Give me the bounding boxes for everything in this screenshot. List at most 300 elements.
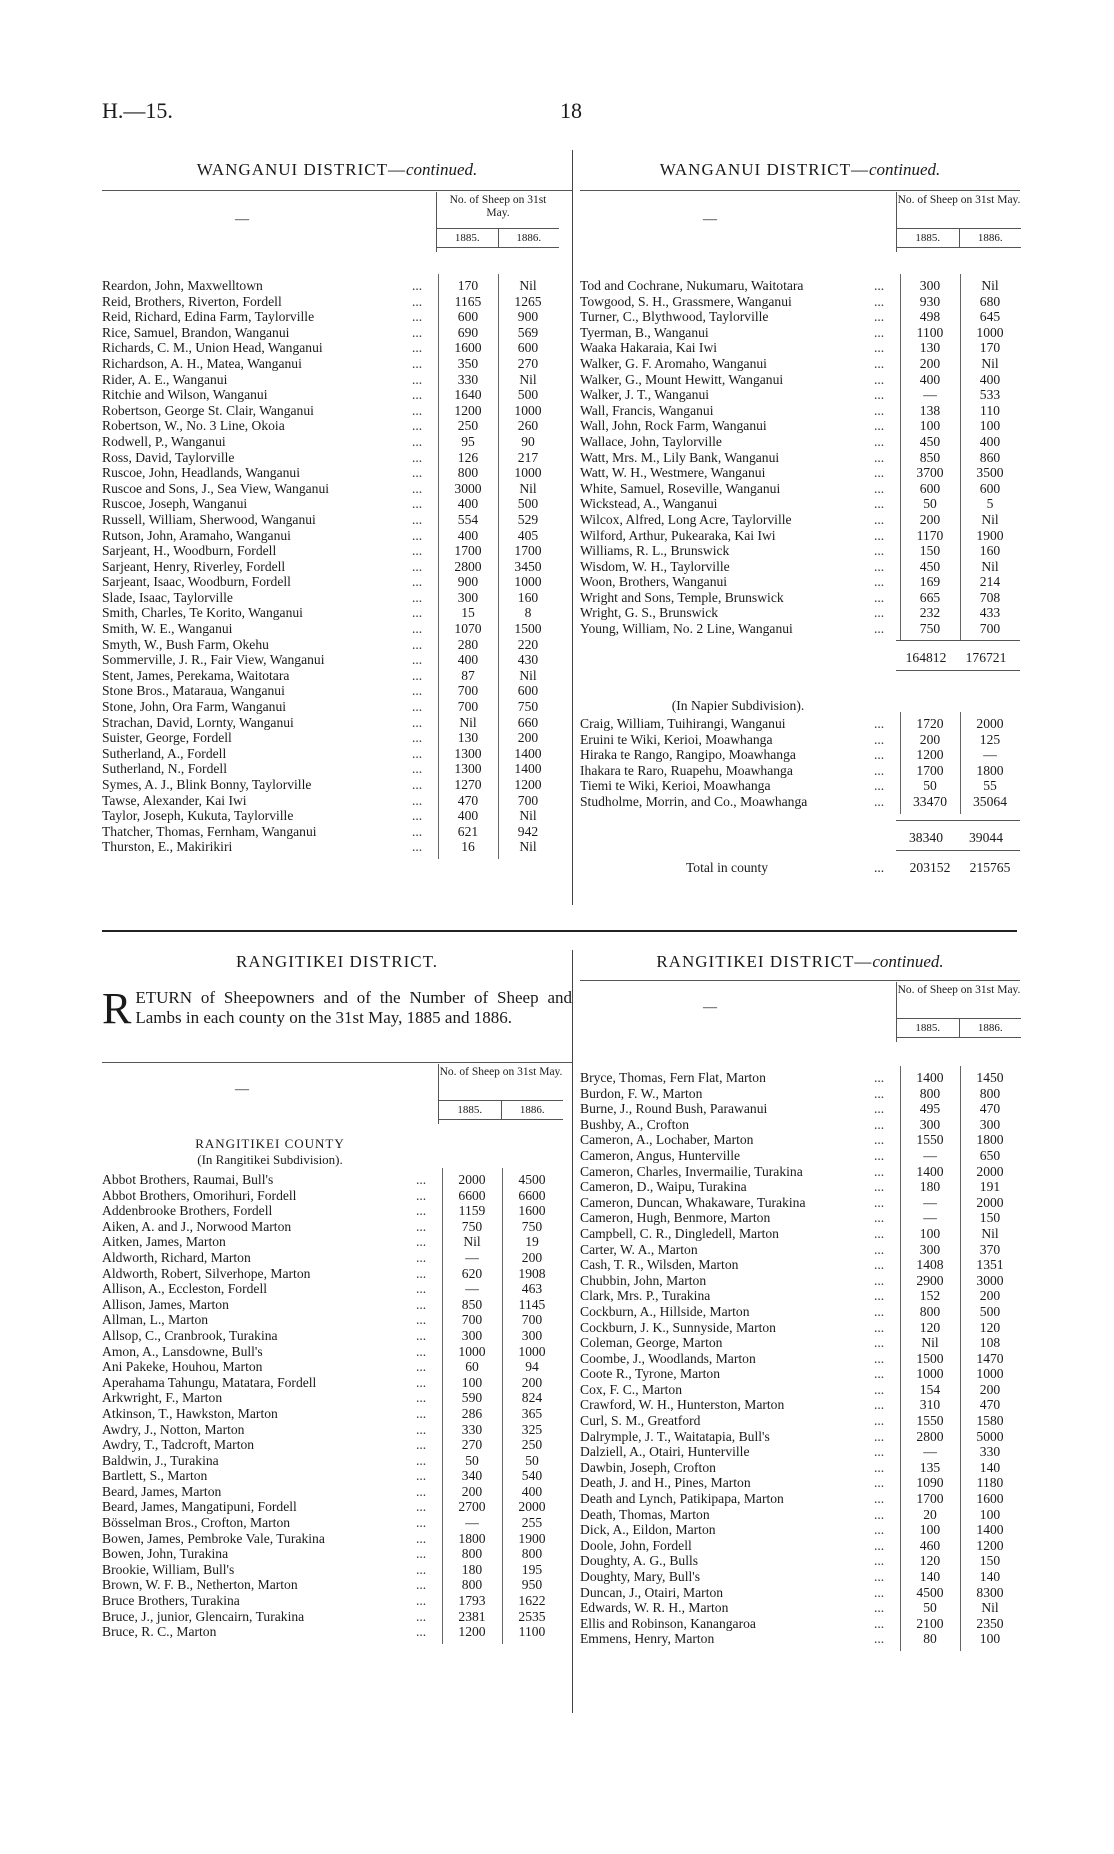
subtotal-1886: 176721: [965, 650, 1007, 665]
table-row: [580, 1631, 1020, 1647]
owner-name: Thurston, E., Makirikiri: [102, 839, 233, 855]
row-dots: ...: [874, 387, 885, 403]
owner-name: Allsop, C., Cranbrook, Turakina: [102, 1327, 278, 1343]
sheep-1886: 1351: [976, 1257, 1004, 1273]
sheep-1885: 100: [919, 1225, 941, 1241]
sheep-1886: Nil: [519, 371, 537, 387]
table-row: [580, 387, 1020, 403]
table-row: [102, 1375, 562, 1391]
row-dots: ...: [412, 761, 423, 777]
owner-name: Smith, W. E., Wanganui: [102, 621, 233, 637]
table-row: [580, 1242, 1020, 1258]
owner-name: Cash, T. R., Wilsden, Marton: [580, 1257, 739, 1273]
table-row: [580, 747, 1020, 763]
row-dots: ...: [412, 278, 423, 293]
owner-name: Stent, James, Perekama, Waitotara: [102, 667, 290, 683]
table-row: [102, 1344, 562, 1360]
row-dots: ...: [412, 558, 423, 574]
table-row: [102, 1203, 562, 1219]
owner-name: Reid, Richard, Edina Farm, Taylorville: [102, 309, 315, 325]
table-row: [580, 1616, 1020, 1632]
column-rule: [900, 712, 901, 814]
sheep-1886: 100: [979, 418, 1001, 434]
table-row: [580, 1569, 1020, 1585]
owner-name: Richards, C. M., Union Head, Wanganui: [102, 340, 323, 356]
table-row: [102, 683, 558, 699]
table-row: [102, 839, 558, 855]
table-row: [102, 559, 558, 575]
row-dots: ...: [874, 1101, 885, 1117]
row-dots: ...: [874, 1444, 885, 1460]
table-row: [102, 1484, 562, 1500]
table-row: [102, 1546, 562, 1562]
row-dots: ...: [412, 511, 423, 527]
table-row: [580, 590, 1020, 606]
row-dots: ...: [874, 1319, 885, 1335]
sheep-1885: 180: [919, 1179, 941, 1195]
row-dots: ...: [412, 683, 423, 699]
column-rule: [442, 1168, 443, 1644]
column-caption: No. of Sheep on 31st May.: [897, 984, 1021, 996]
sheep-1886: 200: [979, 1381, 1001, 1397]
sheep-1886: 1000: [976, 324, 1004, 340]
return-dropcap: R: [102, 984, 132, 1033]
owner-list: [580, 1070, 1020, 1647]
row-dots: ...: [416, 1530, 427, 1546]
owner-name: Addenbrooke Brothers, Fordell: [102, 1203, 273, 1219]
owner-name: Hiraka te Rango, Rangipo, Moawhanga: [580, 747, 796, 763]
table-row: [102, 1577, 562, 1593]
sheep-1885: 286: [461, 1405, 483, 1421]
sheep-1885: 400: [457, 808, 479, 824]
table-row: [102, 1359, 562, 1375]
row-dots: ...: [416, 1218, 427, 1234]
table-row: [102, 1593, 562, 1609]
sheep-1885: —: [465, 1515, 479, 1531]
table-row: [580, 1444, 1020, 1460]
owner-list: [102, 1172, 562, 1640]
sheep-1886: 400: [979, 371, 1001, 387]
owner-name: Wilford, Arthur, Pukearaka, Kai Iwi: [580, 527, 776, 543]
row-dots: ...: [874, 465, 885, 481]
table-row: [580, 1475, 1020, 1491]
table-row: [102, 590, 558, 606]
sheep-1886: 533: [979, 387, 1001, 403]
owner-name: Brown, W. F. B., Netherton, Marton: [102, 1577, 298, 1593]
owner-name: Doole, John, Fordell: [580, 1537, 692, 1553]
row-dots: ...: [412, 340, 423, 356]
table-row: [102, 1390, 562, 1406]
sheep-1886: 1000: [514, 465, 542, 481]
row-dots: ...: [874, 527, 885, 543]
row-dots: ...: [874, 496, 885, 512]
sheep-1885: 1000: [458, 1343, 486, 1359]
sheep-1885: 1090: [916, 1475, 944, 1491]
sheep-1886: Nil: [981, 1225, 999, 1241]
row-dots: ...: [416, 1374, 427, 1390]
sheep-1886: 1600: [518, 1203, 546, 1219]
row-dots: ...: [416, 1187, 427, 1203]
owner-name: Cameron, Hugh, Benmore, Marton: [580, 1210, 771, 1226]
row-dots: ...: [416, 1390, 427, 1406]
row-dots: ...: [874, 621, 885, 637]
sheep-1885: 590: [461, 1390, 483, 1406]
column-rule: [960, 274, 961, 641]
table-row: [580, 1600, 1020, 1616]
owner-name: Allman, L., Marton: [102, 1312, 209, 1328]
row-dots: ...: [874, 1163, 885, 1179]
sheep-1886: 260: [517, 418, 539, 434]
row-dots: ...: [412, 309, 423, 325]
row-dots: ...: [416, 1515, 427, 1531]
table-row: [580, 1288, 1020, 1304]
sheep-1885: 800: [919, 1085, 941, 1101]
owner-name: Suister, George, Fordell: [102, 730, 232, 746]
sheep-1885: 140: [919, 1569, 941, 1584]
row-dots: ...: [412, 699, 423, 715]
owner-name: Thatcher, Thomas, Fernham, Wanganui: [102, 823, 317, 839]
row-dots: ...: [416, 1421, 427, 1437]
sheep-1885: 1700: [454, 543, 482, 559]
owner-name: Waaka Hakaraia, Kai Iwi: [580, 340, 718, 356]
row-dots: ...: [874, 418, 885, 434]
sheep-1886: 800: [521, 1546, 543, 1562]
table-row: [580, 1507, 1020, 1523]
header-dash: —: [703, 1000, 717, 1015]
year-1886: 1886.: [519, 1104, 545, 1116]
sheep-1886: 300: [979, 1116, 1001, 1132]
column-rule: [438, 274, 439, 859]
sheep-1886: 1470: [976, 1350, 1004, 1366]
row-dots: ...: [874, 589, 885, 605]
row-dots: ...: [412, 293, 423, 309]
row-dots: ...: [874, 1584, 885, 1600]
subtotal-1885: 38340: [909, 830, 943, 845]
row-dots: ...: [874, 747, 885, 763]
sheep-1885: 20: [923, 1506, 937, 1522]
row-dots: ...: [874, 762, 885, 778]
row-dots: ...: [874, 1288, 885, 1304]
row-dots: ...: [874, 449, 885, 465]
sheep-1886: 1180: [976, 1475, 1004, 1491]
sheep-1886: 94: [525, 1359, 539, 1375]
owner-name: Tiemi te Wiki, Kerioi, Moawhanga: [580, 778, 771, 794]
sheep-1885: —: [465, 1281, 479, 1297]
owner-name: Wright and Sons, Temple, Brunswick: [580, 589, 784, 605]
sheep-1886: 1400: [514, 745, 542, 761]
sheep-1885: 300: [919, 1116, 941, 1132]
sheep-1886: 470: [979, 1101, 1001, 1117]
owner-name: Duncan, J., Otairi, Marton: [580, 1584, 724, 1600]
sheep-1885: 300: [919, 278, 941, 293]
table-row: [102, 637, 558, 653]
sheep-1885: 621: [457, 823, 479, 839]
owner-name: Stone, John, Ora Farm, Wanganui: [102, 699, 287, 715]
sheep-1886: 370: [979, 1241, 1001, 1257]
table-row: [580, 418, 1020, 434]
panel-rangitikei-table: [102, 1060, 572, 1720]
sheep-1886: 2000: [976, 1194, 1004, 1210]
owner-name: Death, Thomas, Marton: [580, 1506, 710, 1522]
sheep-1885: 750: [461, 1218, 483, 1234]
sheep-1885: 1165: [454, 293, 482, 309]
table-row: [580, 1538, 1020, 1554]
owner-name: Abbot Brothers, Raumai, Bull's: [102, 1172, 274, 1187]
row-dots: ...: [412, 823, 423, 839]
table-row: [580, 621, 1020, 637]
sheep-1885: 800: [461, 1577, 483, 1593]
owner-name: Allison, James, Marton: [102, 1296, 229, 1312]
sheep-1886: 800: [979, 1085, 1001, 1101]
sheep-1885: 850: [461, 1296, 483, 1312]
row-dots: ...: [416, 1234, 427, 1250]
row-dots: ...: [416, 1468, 427, 1484]
year-1886: 1886.: [977, 232, 1003, 244]
sheep-1885: 120: [919, 1553, 941, 1569]
owner-name: Burne, J., Round Bush, Parawanui: [580, 1101, 768, 1117]
sheep-1885: 400: [457, 652, 479, 668]
row-dots: ...: [412, 371, 423, 387]
sheep-1885: 3000: [454, 480, 482, 496]
sheep-1885: 330: [461, 1421, 483, 1437]
sheep-1885: 330: [457, 371, 479, 387]
sheep-1886: 529: [517, 511, 539, 527]
sheep-1885: 200: [461, 1483, 483, 1499]
sheep-1886: 160: [517, 589, 539, 605]
table-row: [102, 465, 558, 481]
row-dots: ...: [874, 324, 885, 340]
row-dots: ...: [412, 418, 423, 434]
table-row: [102, 309, 558, 325]
table-row: [102, 793, 558, 809]
sheep-1885: 200: [919, 731, 941, 747]
row-dots: ...: [874, 340, 885, 356]
owner-name: Bryce, Thomas, Fern Flat, Marton: [580, 1070, 766, 1085]
row-dots: ...: [416, 1483, 427, 1499]
sheep-1885: 130: [457, 730, 479, 746]
owner-name: Campbell, C. R., Dingledell, Marton: [580, 1225, 779, 1241]
owner-name: Ihakara te Raro, Ruapehu, Moawhanga: [580, 762, 793, 778]
owner-name: Ani Pakeke, Houhou, Marton: [102, 1359, 263, 1375]
table-row: [102, 715, 558, 731]
row-dots: ...: [874, 543, 885, 559]
owner-name: Bowen, John, Turakina: [102, 1546, 229, 1562]
row-dots: ...: [416, 1281, 427, 1297]
table-row: [102, 1172, 562, 1188]
sheep-1886: 433: [979, 605, 1001, 621]
sheep-1885: 50: [923, 496, 937, 512]
row-dots: ...: [874, 1428, 885, 1444]
row-dots: ...: [416, 1343, 427, 1359]
header-rule: [580, 980, 1020, 981]
owner-list: [102, 278, 558, 855]
owner-name: Wall, Francis, Wanganui: [580, 402, 714, 418]
table-row: [102, 1499, 562, 1515]
table-row: [580, 278, 1020, 294]
sheep-1885: 2800: [916, 1428, 944, 1444]
sheep-1885: 1170: [916, 527, 944, 543]
sheep-1886: 19: [525, 1234, 539, 1250]
sheep-1886: 1450: [976, 1070, 1004, 1085]
table-row: [102, 481, 558, 497]
sheep-1885: 50: [465, 1452, 479, 1468]
table-row: [102, 574, 558, 590]
county-subheading: (In Rangitikei Subdivision).: [197, 1152, 343, 1167]
row-dots: ...: [412, 589, 423, 605]
table-row: [102, 325, 558, 341]
sheep-1885: 310: [919, 1397, 941, 1413]
owner-name: Craig, William, Tuihirangi, Wanganui: [580, 716, 786, 731]
napier-subdivision-heading: (In Napier Subdivision).: [671, 698, 805, 713]
table-row: [102, 434, 558, 450]
table-row: [102, 668, 558, 684]
table-row: [580, 1257, 1020, 1273]
sheep-1886: 1400: [514, 761, 542, 777]
table-row: [580, 1585, 1020, 1601]
sheep-1886: 110: [980, 402, 1000, 418]
table-row: [580, 1179, 1020, 1195]
sheep-1885: 340: [461, 1468, 483, 1484]
sheep-1885: 1200: [458, 1624, 486, 1640]
sheep-1885: 1640: [454, 387, 482, 403]
sheep-1885: 2900: [916, 1272, 944, 1288]
row-dots: ...: [874, 433, 885, 449]
column-header: [438, 1064, 563, 1124]
row-dots: ...: [874, 778, 885, 794]
row-dots: ...: [412, 636, 423, 652]
sheep-1885: 154: [919, 1381, 941, 1397]
sheep-1886: 500: [979, 1303, 1001, 1319]
table-row: [580, 1413, 1020, 1429]
sheep-1885: 1400: [916, 1163, 944, 1179]
sheep-1885: 135: [919, 1459, 941, 1475]
owner-name: Dalrymple, J. T., Waitatapia, Bull's: [580, 1428, 770, 1444]
sheep-1886: 3450: [514, 558, 542, 574]
owner-name: Allison, A., Eccleston, Fordell: [102, 1281, 267, 1297]
owner-name: Awdry, T., Tadcroft, Marton: [102, 1437, 255, 1453]
row-dots: ...: [416, 1172, 427, 1187]
row-dots: ...: [412, 777, 423, 792]
owner-name: Rider, A. E., Wanganui: [102, 371, 228, 387]
row-dots: ...: [412, 652, 423, 668]
table-row: [580, 1366, 1020, 1382]
owner-name: Coote R., Tyrone, Marton: [580, 1366, 721, 1382]
sheep-1886: 8: [524, 605, 532, 621]
row-dots: ...: [412, 714, 423, 730]
sheep-1886: 100: [979, 1631, 1001, 1647]
sheep-1885: 600: [919, 480, 941, 496]
owner-name: Rutson, John, Aramaho, Wanganui: [102, 527, 291, 543]
sheep-1885: 700: [461, 1312, 483, 1328]
owner-name: Crawford, W. H., Hunterston, Marton: [580, 1397, 785, 1413]
row-dots: ...: [412, 605, 423, 621]
owner-name: Burdon, F. W., Marton: [580, 1085, 703, 1101]
table-row: [102, 496, 558, 512]
table-row: [580, 1320, 1020, 1336]
owner-name: Cockburn, J. K., Sunnyside, Marton: [580, 1319, 776, 1335]
owner-name: Walker, J. T., Wanganui: [580, 387, 710, 403]
table-row: [580, 716, 1020, 732]
sheep-1886: 255: [521, 1515, 543, 1531]
sheep-1885: 120: [919, 1319, 941, 1335]
sheep-1886: 3000: [976, 1272, 1004, 1288]
row-dots: ...: [412, 808, 423, 824]
sheep-1886: 90: [521, 433, 535, 449]
owner-name: Eruini te Wiki, Kerioi, Moawhanga: [580, 731, 773, 747]
sheep-1885: 495: [919, 1101, 941, 1117]
owner-name: Wickstead, A., Wanganui: [580, 496, 718, 512]
county-total-row: [580, 860, 1020, 876]
total-1885: 203152: [909, 860, 951, 875]
sheep-1886: 6600: [518, 1187, 546, 1203]
row-dots: ...: [416, 1452, 427, 1468]
sheep-1886: 55: [983, 778, 997, 794]
sheep-1886: Nil: [519, 839, 537, 855]
sheep-1886: 600: [979, 480, 1001, 496]
table-row: [580, 309, 1020, 325]
row-dots: ...: [412, 449, 423, 465]
row-dots: ...: [416, 1593, 427, 1609]
sheep-1885: 1700: [916, 1491, 944, 1507]
sheep-1885: 3700: [916, 465, 944, 481]
sheep-1885: —: [923, 1147, 937, 1163]
row-dots: ...: [874, 1397, 885, 1413]
owner-name: Tawse, Alexander, Kai Iwi: [102, 792, 247, 808]
sheep-1885: 2800: [454, 558, 482, 574]
row-dots: ...: [874, 1381, 885, 1397]
table-row: [102, 1468, 562, 1484]
table-row: [580, 340, 1020, 356]
row-dots: ...: [412, 402, 423, 418]
owner-name: Doughty, Mary, Bull's: [580, 1569, 701, 1584]
owner-name: Doughty, A. G., Bulls: [580, 1553, 699, 1569]
row-dots: ...: [874, 1147, 885, 1163]
sheep-1885: 700: [457, 699, 479, 715]
owner-name: Awdry, J., Notton, Marton: [102, 1421, 245, 1437]
row-dots: ...: [412, 574, 423, 590]
table-row: [580, 1101, 1020, 1117]
table-row: [102, 1219, 562, 1235]
owner-name: Abbot Brothers, Omorihuri, Fordell: [102, 1187, 297, 1203]
row-dots: ...: [874, 1537, 885, 1553]
row-dots: ...: [412, 792, 423, 808]
sheep-1886: 660: [517, 714, 539, 730]
return-paragraph: [102, 984, 572, 1033]
sheep-1886: Nil: [981, 1600, 999, 1616]
sheep-1885: 1070: [454, 621, 482, 637]
row-dots: ...: [412, 355, 423, 371]
table-row: [580, 1210, 1020, 1226]
sheep-1885: 1000: [916, 1366, 944, 1382]
sheep-1885: 400: [919, 371, 941, 387]
owner-name: Williams, R. L., Brunswick: [580, 543, 730, 559]
sheep-1886: 645: [979, 309, 1001, 325]
table-row: [102, 1250, 562, 1266]
owner-name: Emmens, Henry, Marton: [580, 1631, 715, 1647]
table-row: [580, 543, 1020, 559]
sheep-1886: 150: [979, 1553, 1001, 1569]
sheep-1885: 270: [461, 1437, 483, 1453]
row-dots: ...: [874, 1070, 885, 1085]
sheep-1885: 2000: [458, 1172, 486, 1187]
table-row: [580, 1070, 1020, 1086]
table-row: [580, 356, 1020, 372]
row-dots: ...: [874, 511, 885, 527]
table-row: [102, 1437, 562, 1453]
table-row: [102, 340, 558, 356]
row-dots: ...: [874, 605, 885, 621]
sheep-1886: 108: [979, 1335, 1001, 1351]
